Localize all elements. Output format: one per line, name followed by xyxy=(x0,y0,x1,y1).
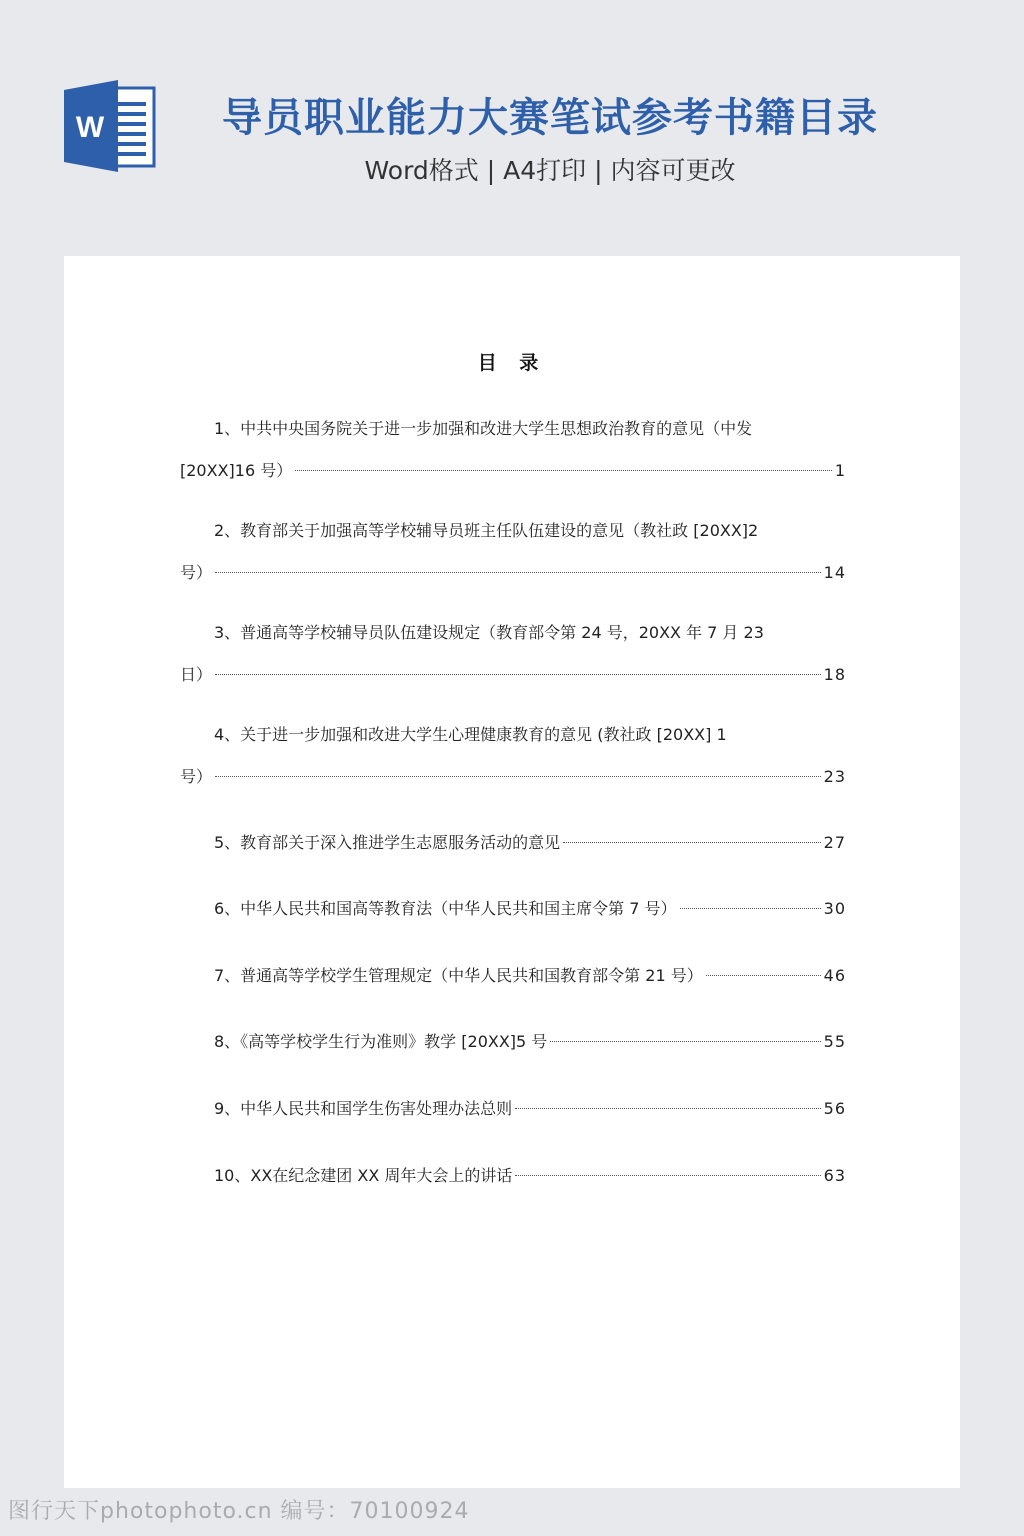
toc-entry-title: 4、关于进一步加强和改进大学生心理健康教育的意见 (教社政 [20XX] 1 xyxy=(214,725,727,744)
leader-dots xyxy=(215,658,821,680)
leader-dots xyxy=(515,1092,820,1114)
toc-entry[interactable] xyxy=(180,1092,846,1118)
toc-entry-title: 9、中华人民共和国学生伤害处理办法总则 xyxy=(214,1099,513,1118)
leader-dots xyxy=(215,760,821,782)
toc-heading: 目 录 xyxy=(477,352,547,374)
toc-entry-page: 46 xyxy=(823,966,846,985)
toc-entry-title: 8、《高等学校学生行为准则》教学 [20XX]5 号 xyxy=(214,1032,548,1051)
toc-entry[interactable] xyxy=(180,1025,846,1051)
toc-entry-page: 27 xyxy=(823,833,846,852)
word-document-icon xyxy=(64,80,158,172)
toc-entry-title: 10、XX在纪念建团 XX 周年大会上的讲话 xyxy=(214,1166,513,1185)
page-subtitle: Word格式 | A4打印 | 内容可更改 xyxy=(364,156,736,185)
toc-entry-page: 56 xyxy=(823,1099,846,1118)
toc-entry-title: 5、教育部关于深入推进学生志愿服务活动的意见 xyxy=(214,833,561,852)
toc-entry[interactable] xyxy=(180,520,846,582)
watermark: 图行天下photophoto.cn 编号：70100924 xyxy=(8,1499,470,1524)
toc-entry-page: 23 xyxy=(823,767,846,786)
toc-entry-page: 55 xyxy=(823,1032,846,1051)
toc-entry[interactable] xyxy=(180,418,846,480)
toc-entry-page: 1 xyxy=(834,461,846,480)
toc-entry-page: 18 xyxy=(823,665,846,684)
toc-entry-title: 1、中共中央国务院关于进一步加强和改进大学生思想政治教育的意见（中发 xyxy=(214,419,753,438)
word-icon-letter: W xyxy=(75,111,105,144)
toc-entry-title-cont: 号） xyxy=(180,767,213,786)
toc-entry-title: 6、中华人民共和国高等教育法（中华人民共和国主席令第 7 号） xyxy=(214,899,677,918)
toc-entry-title-cont: [20XX]16 号） xyxy=(180,461,293,480)
leader-dots xyxy=(706,959,821,981)
page-title: 导员职业能力大赛笔试参考书籍目录 xyxy=(222,95,878,141)
toc-entry[interactable] xyxy=(180,622,846,684)
toc-entry-title: 3、普通高等学校辅导员队伍建设规定（教育部令第 24 号，20XX 年 7 月 23 xyxy=(214,623,764,642)
leader-dots xyxy=(550,1025,820,1047)
header xyxy=(0,0,1024,240)
toc-entry-title: 2、教育部关于加强高等学校辅导员班主任队伍建设的意见（教社政 [20XX]2 xyxy=(214,521,759,540)
toc-entry-page: 30 xyxy=(823,899,846,918)
toc-entry-page: 14 xyxy=(823,563,846,582)
toc-entry[interactable] xyxy=(180,724,846,786)
leader-dots xyxy=(563,826,820,848)
toc-entry[interactable] xyxy=(180,1159,846,1185)
document-page xyxy=(64,256,960,1488)
leader-dots xyxy=(680,892,821,914)
toc-entry[interactable] xyxy=(180,959,846,985)
toc-entry-title: 7、普通高等学校学生管理规定（中华人民共和国教育部令第 21 号） xyxy=(214,966,703,985)
leader-dots xyxy=(515,1159,820,1181)
toc-entry-title-cont: 日） xyxy=(180,665,213,684)
toc-entry-page: 63 xyxy=(823,1166,846,1185)
leader-dots xyxy=(215,556,821,578)
toc-entry[interactable] xyxy=(180,892,846,918)
toc-entry-title-cont: 号） xyxy=(180,563,213,582)
leader-dots xyxy=(295,454,832,476)
toc-entry[interactable] xyxy=(180,826,846,852)
